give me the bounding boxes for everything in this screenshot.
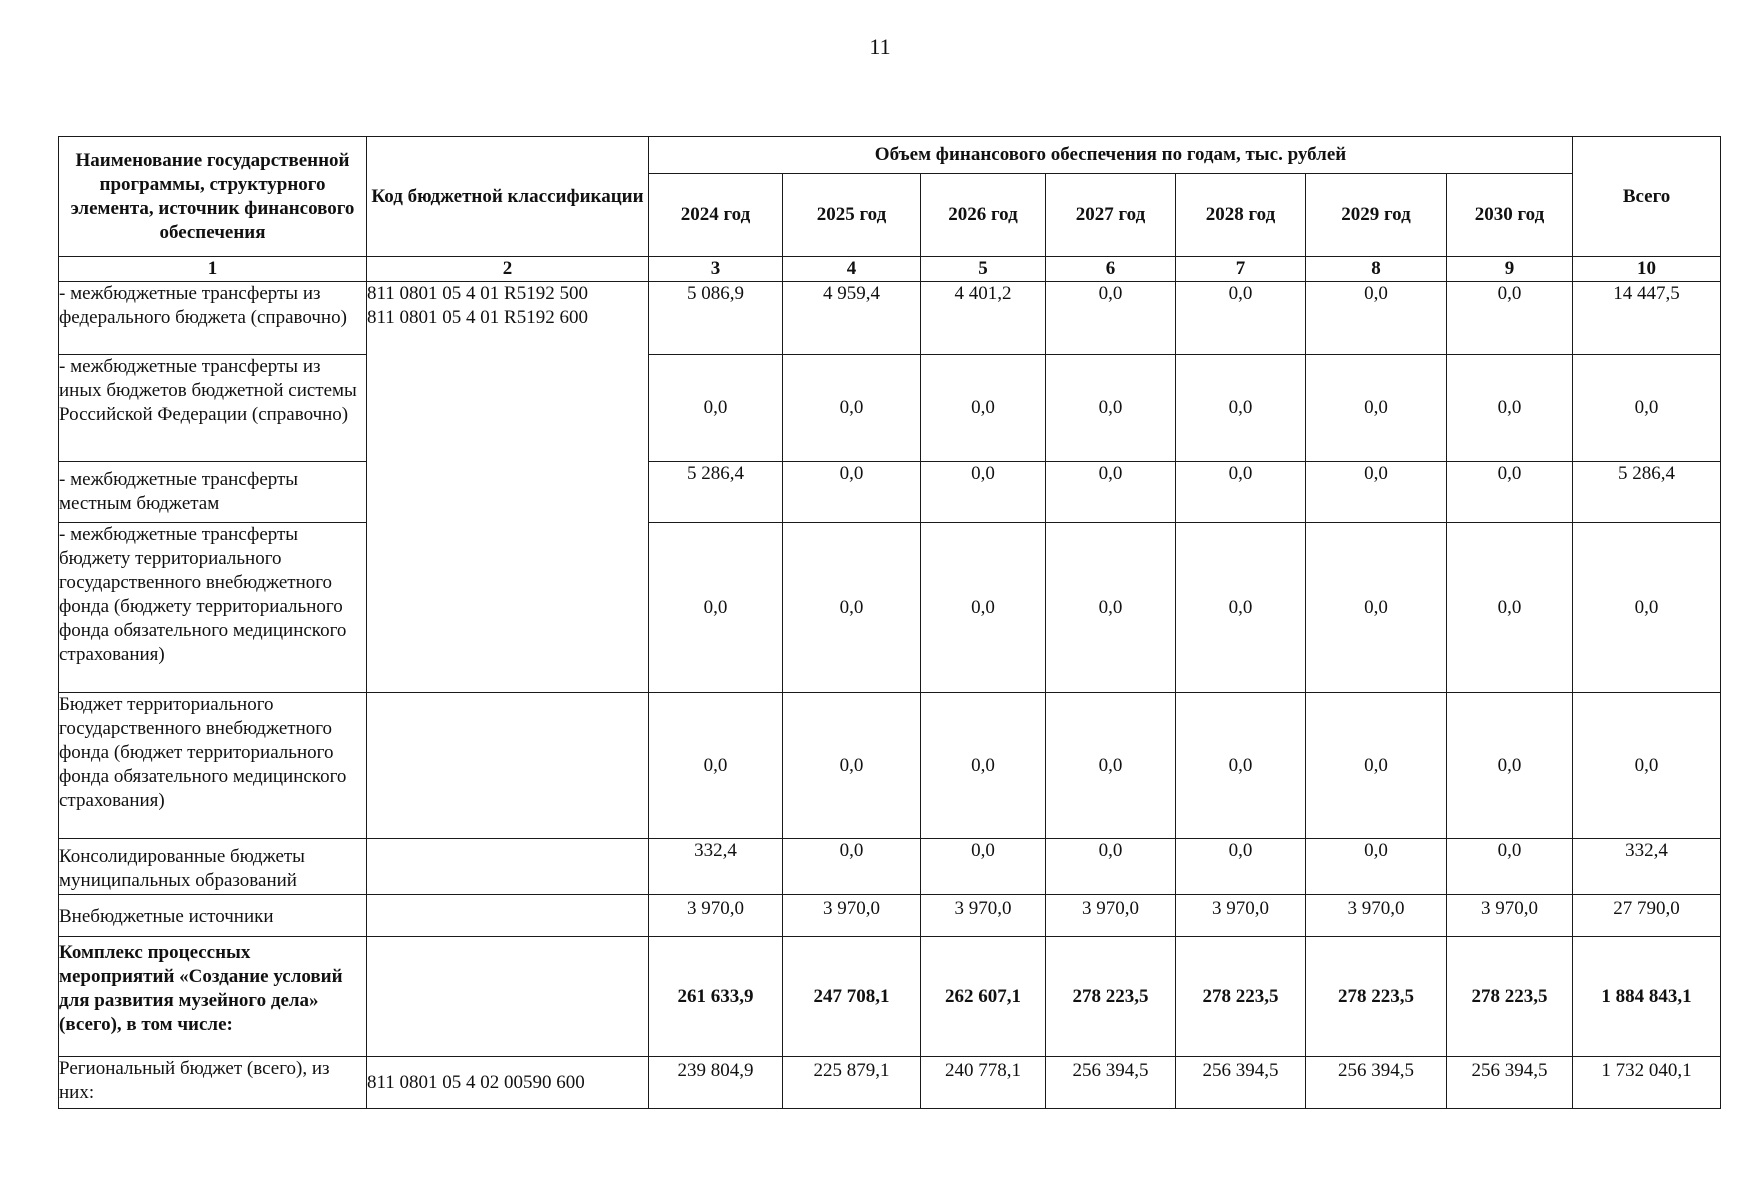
value-cell: 0,0: [1176, 462, 1306, 523]
value-cell: 0,0: [921, 355, 1046, 462]
header-volume: Объем финансового обеспечения по годам, тыс. рублей: [649, 137, 1573, 174]
header-year-2027: 2027 год: [1046, 174, 1176, 257]
value-cell: 3 970,0: [1306, 895, 1447, 937]
value-cell: 0,0: [1447, 462, 1573, 523]
page-number: 11: [869, 34, 891, 59]
budget-code: 811 0801 05 4 01 R5192 600: [367, 307, 588, 328]
value-cell: 0,0: [1306, 462, 1447, 523]
table-row: [59, 462, 1721, 523]
value-cell: 256 394,5: [1447, 1057, 1573, 1109]
column-number: 5: [921, 257, 1046, 282]
value-cell: 278 223,5: [1306, 937, 1447, 1057]
budget-code: 811 0801 05 4 01 R5192 500: [367, 283, 588, 304]
table-row: [59, 1057, 1721, 1109]
value-cell: 0,0: [1046, 355, 1176, 462]
value-cell: 240 778,1: [921, 1057, 1046, 1109]
value-cell: 0,0: [921, 693, 1046, 839]
value-cell: 0,0: [1306, 839, 1447, 895]
value-cell: 5 086,9: [649, 282, 783, 355]
total-cell: 1 884 843,1: [1573, 937, 1721, 1057]
header-year-2026: 2026 год: [921, 174, 1046, 257]
value-cell: 278 223,5: [1447, 937, 1573, 1057]
row-name: - межбюджетные трансферты бюджету территориального государственного внебюджетного фонда (бюджету территориального фонда обязательного медицинского страхования): [59, 523, 367, 693]
header-code: Код бюджетной классификации: [367, 137, 649, 257]
value-cell: 0,0: [1447, 355, 1573, 462]
value-cell: 256 394,5: [1306, 1057, 1447, 1109]
column-number: 4: [783, 257, 921, 282]
value-cell: 0,0: [1046, 839, 1176, 895]
budget-code-cell: [367, 282, 649, 693]
value-cell: 225 879,1: [783, 1057, 921, 1109]
value-cell: 3 970,0: [1046, 895, 1176, 937]
value-cell: 3 970,0: [1176, 895, 1306, 937]
value-cell: 261 633,9: [649, 937, 783, 1057]
column-number: 7: [1176, 257, 1306, 282]
value-cell: 262 607,1: [921, 937, 1046, 1057]
budget-code-cell: [367, 895, 649, 937]
budget-code-cell: [367, 937, 649, 1057]
value-cell: 239 804,9: [649, 1057, 783, 1109]
row-name: Внебюджетные источники: [59, 895, 367, 937]
total-cell: 0,0: [1573, 355, 1721, 462]
header-year-2028: 2028 год: [1176, 174, 1306, 257]
value-cell: 0,0: [1046, 282, 1176, 355]
value-cell: 0,0: [783, 462, 921, 523]
value-cell: 0,0: [1176, 839, 1306, 895]
row-name: - межбюджетные трансферты из иных бюджетов бюджетной системы Российской Федерации (справочно): [59, 355, 367, 462]
row-name: Консолидированные бюджеты муниципальных образований: [59, 839, 367, 895]
value-cell: 0,0: [783, 839, 921, 895]
value-cell: 3 970,0: [649, 895, 783, 937]
value-cell: 278 223,5: [1046, 937, 1176, 1057]
value-cell: 0,0: [1306, 355, 1447, 462]
budget-code: 811 0801 05 4 02 00590 600: [367, 1057, 649, 1109]
value-cell: 4 401,2: [921, 282, 1046, 355]
table-row: [59, 523, 1721, 693]
value-cell: 278 223,5: [1176, 937, 1306, 1057]
value-cell: 0,0: [649, 523, 783, 693]
column-number: 9: [1447, 257, 1573, 282]
column-number: 3: [649, 257, 783, 282]
header-year-2029: 2029 год: [1306, 174, 1447, 257]
value-cell: 0,0: [649, 355, 783, 462]
column-number: 1: [59, 257, 367, 282]
value-cell: 0,0: [1306, 693, 1447, 839]
value-cell: 0,0: [783, 693, 921, 839]
row-name: Бюджет территориального государственного внебюджетного фонда (бюджет территориального фонда обязательного медицинского страхования): [59, 693, 367, 839]
budget-table: [58, 136, 1721, 1109]
header-name: Наименование государственной программы, структурного элемента, источник финансового обеспечения: [59, 137, 367, 257]
total-cell: 332,4: [1573, 839, 1721, 895]
header-year-2024: 2024 год: [649, 174, 783, 257]
value-cell: 256 394,5: [1046, 1057, 1176, 1109]
value-cell: 256 394,5: [1176, 1057, 1306, 1109]
column-number-row: [59, 257, 1721, 282]
value-cell: 0,0: [783, 523, 921, 693]
table-row: [59, 895, 1721, 937]
value-cell: 0,0: [1176, 355, 1306, 462]
table-row: [59, 937, 1721, 1057]
value-cell: 0,0: [1046, 693, 1176, 839]
value-cell: 5 286,4: [649, 462, 783, 523]
total-cell: 14 447,5: [1573, 282, 1721, 355]
value-cell: 3 970,0: [921, 895, 1046, 937]
value-cell: 0,0: [649, 693, 783, 839]
budget-code-cell: [367, 693, 649, 839]
value-cell: 0,0: [1447, 839, 1573, 895]
table-row: [59, 355, 1721, 462]
total-cell: 5 286,4: [1573, 462, 1721, 523]
table-row: [59, 839, 1721, 895]
value-cell: 0,0: [1447, 282, 1573, 355]
value-cell: 0,0: [921, 462, 1046, 523]
budget-code-cell: [367, 839, 649, 895]
table-row: [59, 282, 1721, 355]
row-name: Региональный бюджет (всего), из них:: [59, 1057, 367, 1109]
value-cell: 247 708,1: [783, 937, 921, 1057]
row-name: - межбюджетные трансферты местным бюджетам: [59, 462, 367, 523]
value-cell: 0,0: [1306, 282, 1447, 355]
header-year-2030: 2030 год: [1447, 174, 1573, 257]
total-cell: 1 732 040,1: [1573, 1057, 1721, 1109]
value-cell: 0,0: [921, 523, 1046, 693]
value-cell: 0,0: [921, 839, 1046, 895]
total-cell: 0,0: [1573, 523, 1721, 693]
header-year-2025: 2025 год: [783, 174, 921, 257]
value-cell: 4 959,4: [783, 282, 921, 355]
row-name: - межбюджетные трансферты из федерального бюджета (справочно): [59, 282, 367, 355]
value-cell: 0,0: [1306, 523, 1447, 693]
column-number: 2: [367, 257, 649, 282]
value-cell: 0,0: [1176, 282, 1306, 355]
value-cell: 0,0: [1447, 693, 1573, 839]
value-cell: 0,0: [1046, 462, 1176, 523]
value-cell: 0,0: [783, 355, 921, 462]
value-cell: 0,0: [1046, 523, 1176, 693]
value-cell: 0,0: [1176, 693, 1306, 839]
header-total: Всего: [1573, 137, 1721, 257]
value-cell: 3 970,0: [1447, 895, 1573, 937]
value-cell: 332,4: [649, 839, 783, 895]
value-cell: 3 970,0: [783, 895, 921, 937]
total-cell: 0,0: [1573, 693, 1721, 839]
total-cell: 27 790,0: [1573, 895, 1721, 937]
row-name: Комплекс процессных мероприятий «Создание условий для развития музейного дела» (всего), в том числе:: [59, 937, 367, 1057]
header-row-top: [59, 137, 1721, 174]
column-number: 10: [1573, 257, 1721, 282]
column-number: 6: [1046, 257, 1176, 282]
column-number: 8: [1306, 257, 1447, 282]
table-row: [59, 693, 1721, 839]
value-cell: 0,0: [1176, 523, 1306, 693]
value-cell: 0,0: [1447, 523, 1573, 693]
